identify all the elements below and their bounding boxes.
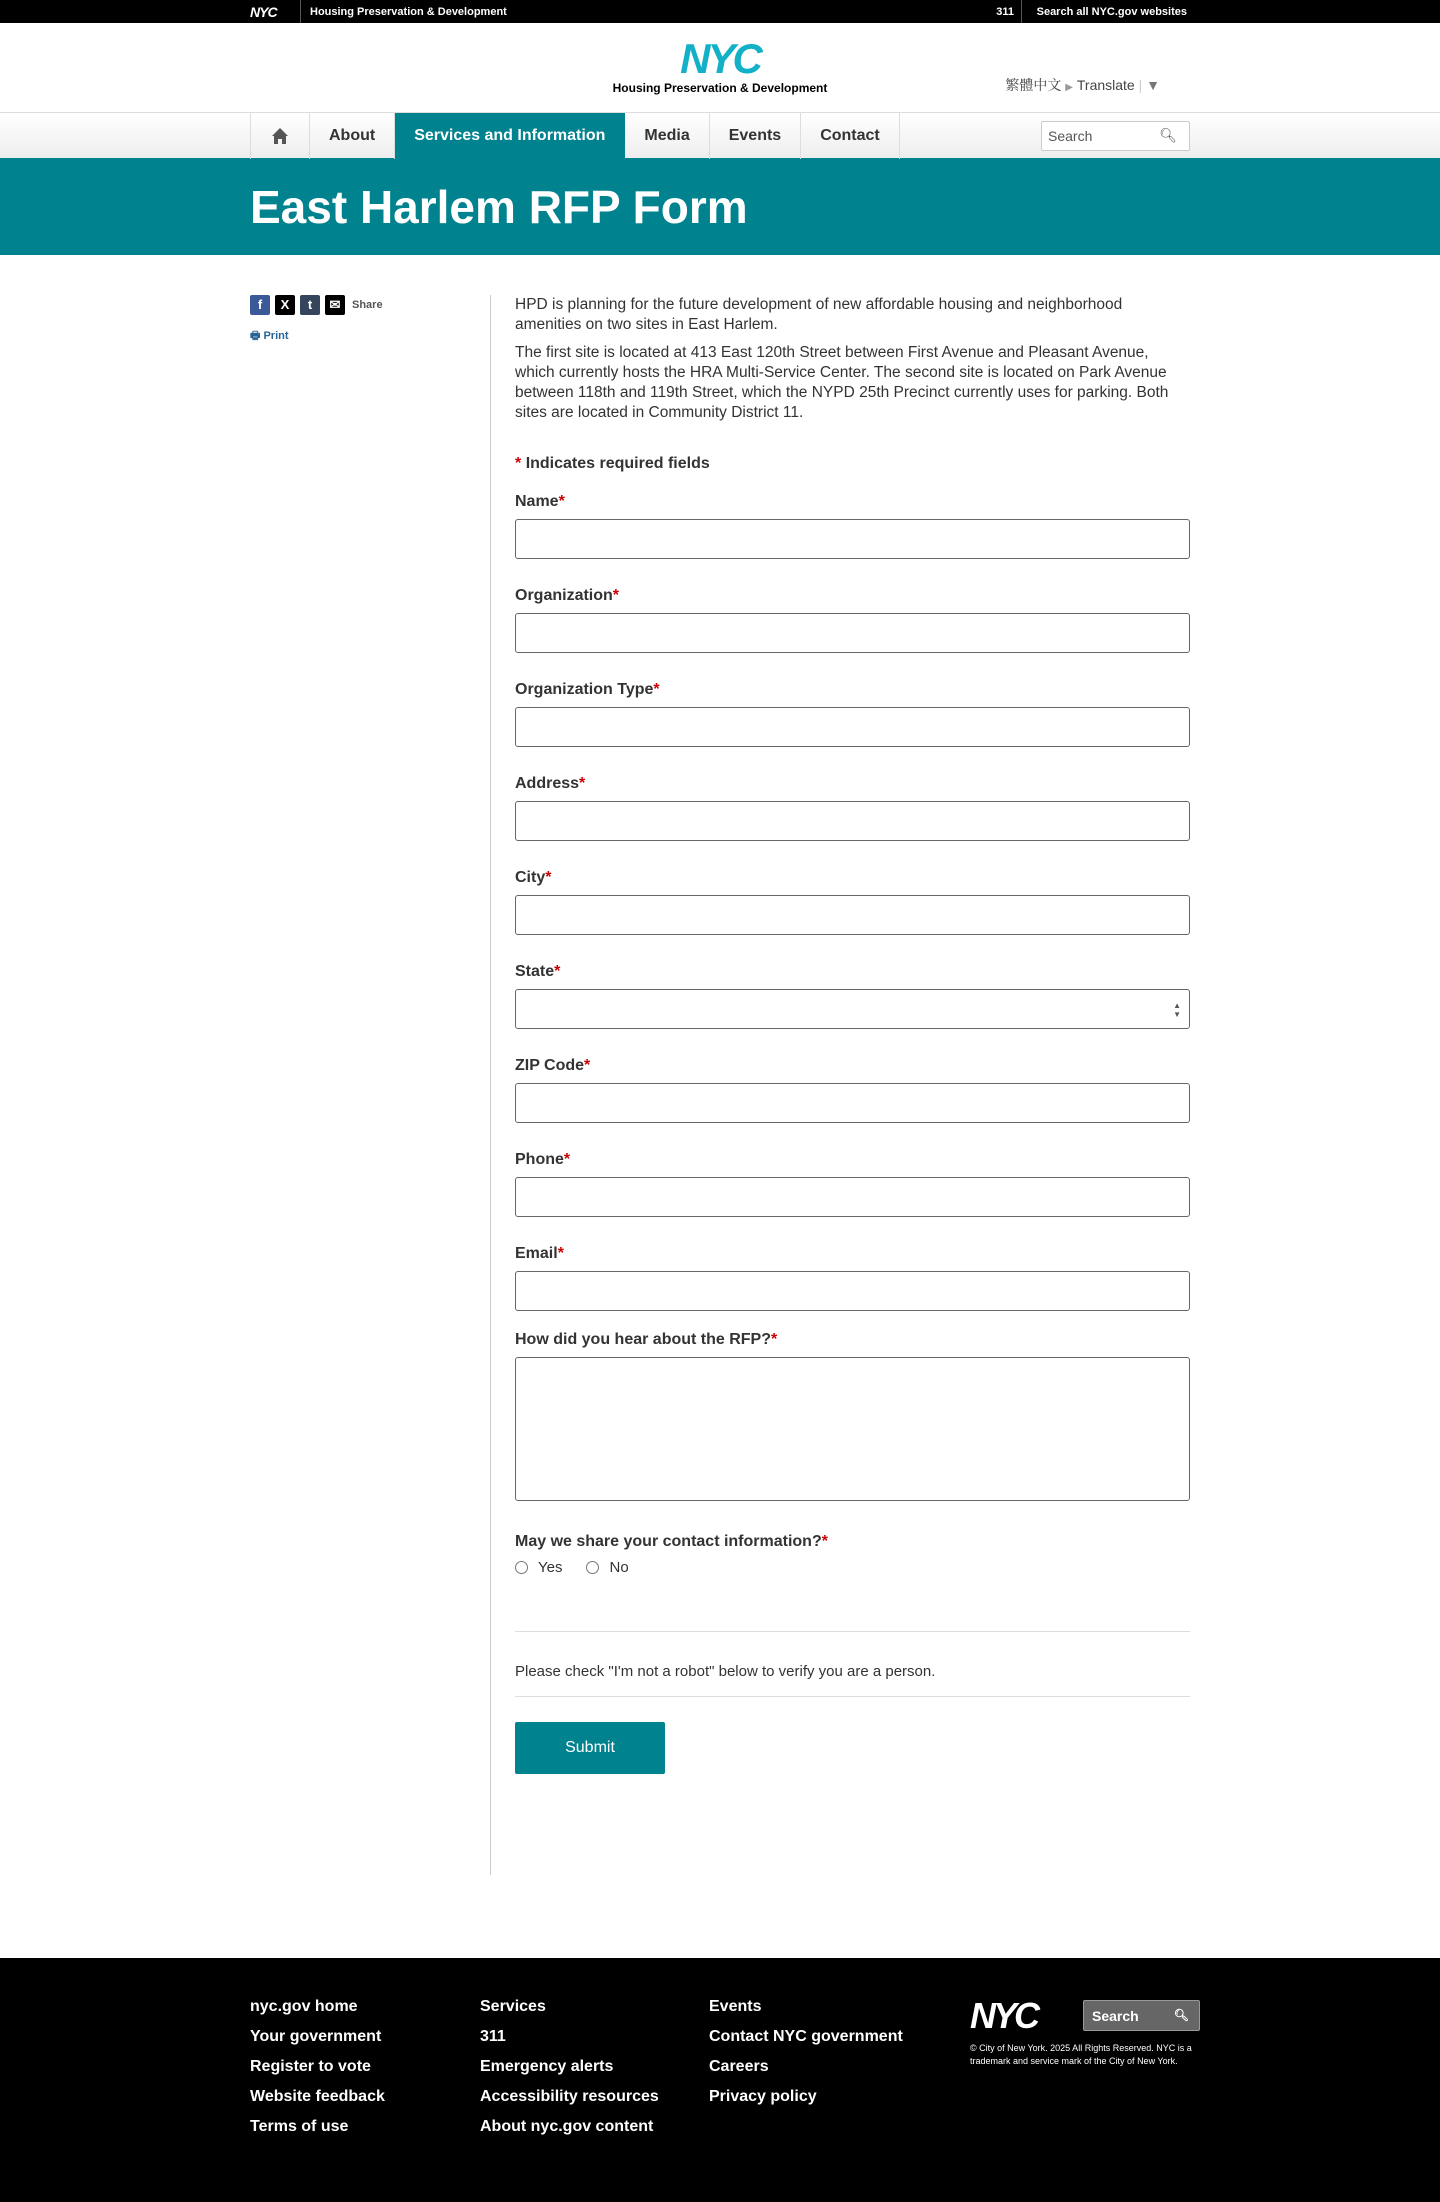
footer-link[interactable]: Privacy policy [709, 2088, 817, 2105]
phone-input[interactable] [515, 1177, 1190, 1217]
state-select[interactable] [515, 989, 1190, 1029]
share-label: Share [352, 299, 383, 311]
translate-widget[interactable]: 繁體中文 ▶ Translate | ▼ [1005, 77, 1160, 93]
email-input[interactable] [515, 1271, 1190, 1311]
footer-link[interactable]: Terms of use [250, 2118, 349, 2135]
search-icon[interactable]: 🔍︎ [1159, 127, 1177, 143]
field-label: State* [515, 963, 561, 980]
top-bar [0, 0, 1440, 23]
field-label: Phone* [515, 1151, 571, 1168]
nav-services[interactable]: Services and Information [395, 113, 625, 159]
header [0, 23, 1440, 112]
nyc-logo[interactable]: NYC [250, 4, 277, 20]
form-field [515, 587, 1190, 653]
footer-link[interactable]: Website feedback [250, 2088, 385, 2105]
home-icon [271, 127, 289, 145]
organization-type-input[interactable] [515, 707, 1190, 747]
facebook-icon[interactable]: f [250, 295, 270, 315]
nav-contact[interactable]: Contact [801, 113, 900, 159]
nav-events[interactable]: Events [710, 113, 801, 159]
search-input[interactable] [1041, 121, 1190, 151]
field-label: City* [515, 869, 552, 886]
printer-icon: 🖶︎ [250, 330, 261, 342]
form-field [515, 493, 1190, 559]
hear-textarea[interactable] [515, 1357, 1190, 1501]
required-note: * Indicates required fields [515, 455, 710, 472]
footer-link[interactable]: Accessibility resources [480, 2088, 659, 2105]
footer-link[interactable]: nyc.gov home [250, 1998, 358, 2015]
field-label: Name* [515, 493, 565, 510]
footer-link[interactable]: Contact NYC government [709, 2028, 903, 2045]
intro-paragraph: HPD is planning for the future development of new affordable housing and neighborhood amenities on two sites in East Harlem. [515, 296, 1123, 333]
zip-code-input[interactable] [515, 1083, 1190, 1123]
email-icon[interactable]: ✉ [325, 295, 345, 315]
form-content [515, 295, 1190, 1774]
language-link[interactable]: 繁體中文 [1005, 77, 1062, 93]
page-title: East Harlem RFP Form [250, 181, 748, 233]
field-label: Organization Type* [515, 681, 660, 698]
address-input[interactable] [515, 801, 1190, 841]
footer [0, 1958, 1440, 2202]
search-icon[interactable]: 🔍︎ [1173, 2008, 1189, 2022]
form-field [515, 681, 1190, 747]
form-field [515, 963, 1190, 1029]
copyright: © City of New York. 2025 All Rights Reserved. NYC is a trademark and service mark of the City of New York. [970, 2043, 1192, 2066]
field-label: ZIP Code* [515, 1057, 591, 1074]
nav-about[interactable]: About [310, 113, 395, 159]
radio-no[interactable]: No [586, 1559, 628, 1576]
search-all-link[interactable]: Search all NYC.gov websites [1036, 6, 1187, 18]
nyc-logo-text: NYC [680, 35, 760, 82]
form-field [515, 775, 1190, 841]
agency-logo[interactable] [612, 35, 828, 95]
form-field [515, 1057, 1190, 1123]
tumblr-icon[interactable]: t [300, 295, 320, 315]
footer-search-input[interactable]: Search 🔍︎ [1083, 2000, 1200, 2031]
footer-link[interactable]: Events [709, 1998, 762, 2015]
footer-link[interactable]: Register to vote [250, 2058, 371, 2075]
share-bar [250, 295, 383, 315]
search-placeholder: Search [1048, 128, 1093, 144]
select-arrows-icon: ▲ ▼ [1173, 1001, 1181, 1019]
nav-media[interactable]: Media [625, 113, 709, 159]
organization-input[interactable] [515, 613, 1190, 653]
footer-link[interactable]: About nyc.gov content [480, 2118, 654, 2135]
translate-label[interactable]: Translate [1076, 77, 1135, 93]
share-contact-label: May we share your contact information?* [515, 1533, 828, 1550]
nav-home[interactable] [250, 113, 310, 159]
city-input[interactable] [515, 895, 1190, 935]
arrow-right-icon: ▶ [1065, 82, 1073, 93]
main-nav [0, 112, 1440, 158]
link-311[interactable]: 311 [996, 6, 1014, 18]
footer-nyc-logo[interactable]: NYC [970, 1995, 1038, 2036]
form-field [515, 1245, 1190, 1311]
print-link[interactable] [250, 327, 289, 346]
footer-link[interactable]: Services [480, 1998, 546, 2015]
field-label: Email* [515, 1245, 564, 1262]
dropdown-icon[interactable]: ▼ [1146, 77, 1160, 93]
field-label: Organization* [515, 587, 620, 604]
form-field [515, 869, 1190, 935]
agency-name: Housing Preservation & Development [612, 81, 828, 95]
footer-link[interactable]: Emergency alerts [480, 2058, 614, 2075]
divider [515, 1696, 1190, 1697]
divider [515, 1631, 1190, 1632]
radio-yes[interactable]: Yes [515, 1559, 562, 1576]
field-label: Address* [515, 775, 586, 792]
print-label: Print [263, 330, 289, 342]
footer-link[interactable]: Your government [250, 2028, 382, 2045]
x-icon[interactable]: X [275, 295, 295, 315]
agency-link[interactable]: Housing Preservation & Development [310, 6, 507, 18]
footer-link[interactable]: 311 [480, 2028, 506, 2045]
name-input[interactable] [515, 519, 1190, 559]
divider [490, 295, 491, 1875]
robot-note: Please check "I'm not a robot" below to verify you are a person. [515, 1663, 936, 1680]
footer-link[interactable]: Careers [709, 2058, 769, 2075]
page-banner [0, 158, 1440, 255]
submit-button[interactable]: Submit [515, 1722, 665, 1774]
hear-label: How did you hear about the RFP?* [515, 1331, 778, 1348]
form-field [515, 1151, 1190, 1217]
intro-paragraph: The first site is located at 413 East 120th Street between First Avenue and Pleasant Avenue, which currently hosts the HRA Multi-Service Center. The second site is located on Park Avenue between 118th and 119th Street, which the NYPD 25th Precinct currently uses for parking. Both sites are located in Community District 11. [515, 344, 1169, 421]
